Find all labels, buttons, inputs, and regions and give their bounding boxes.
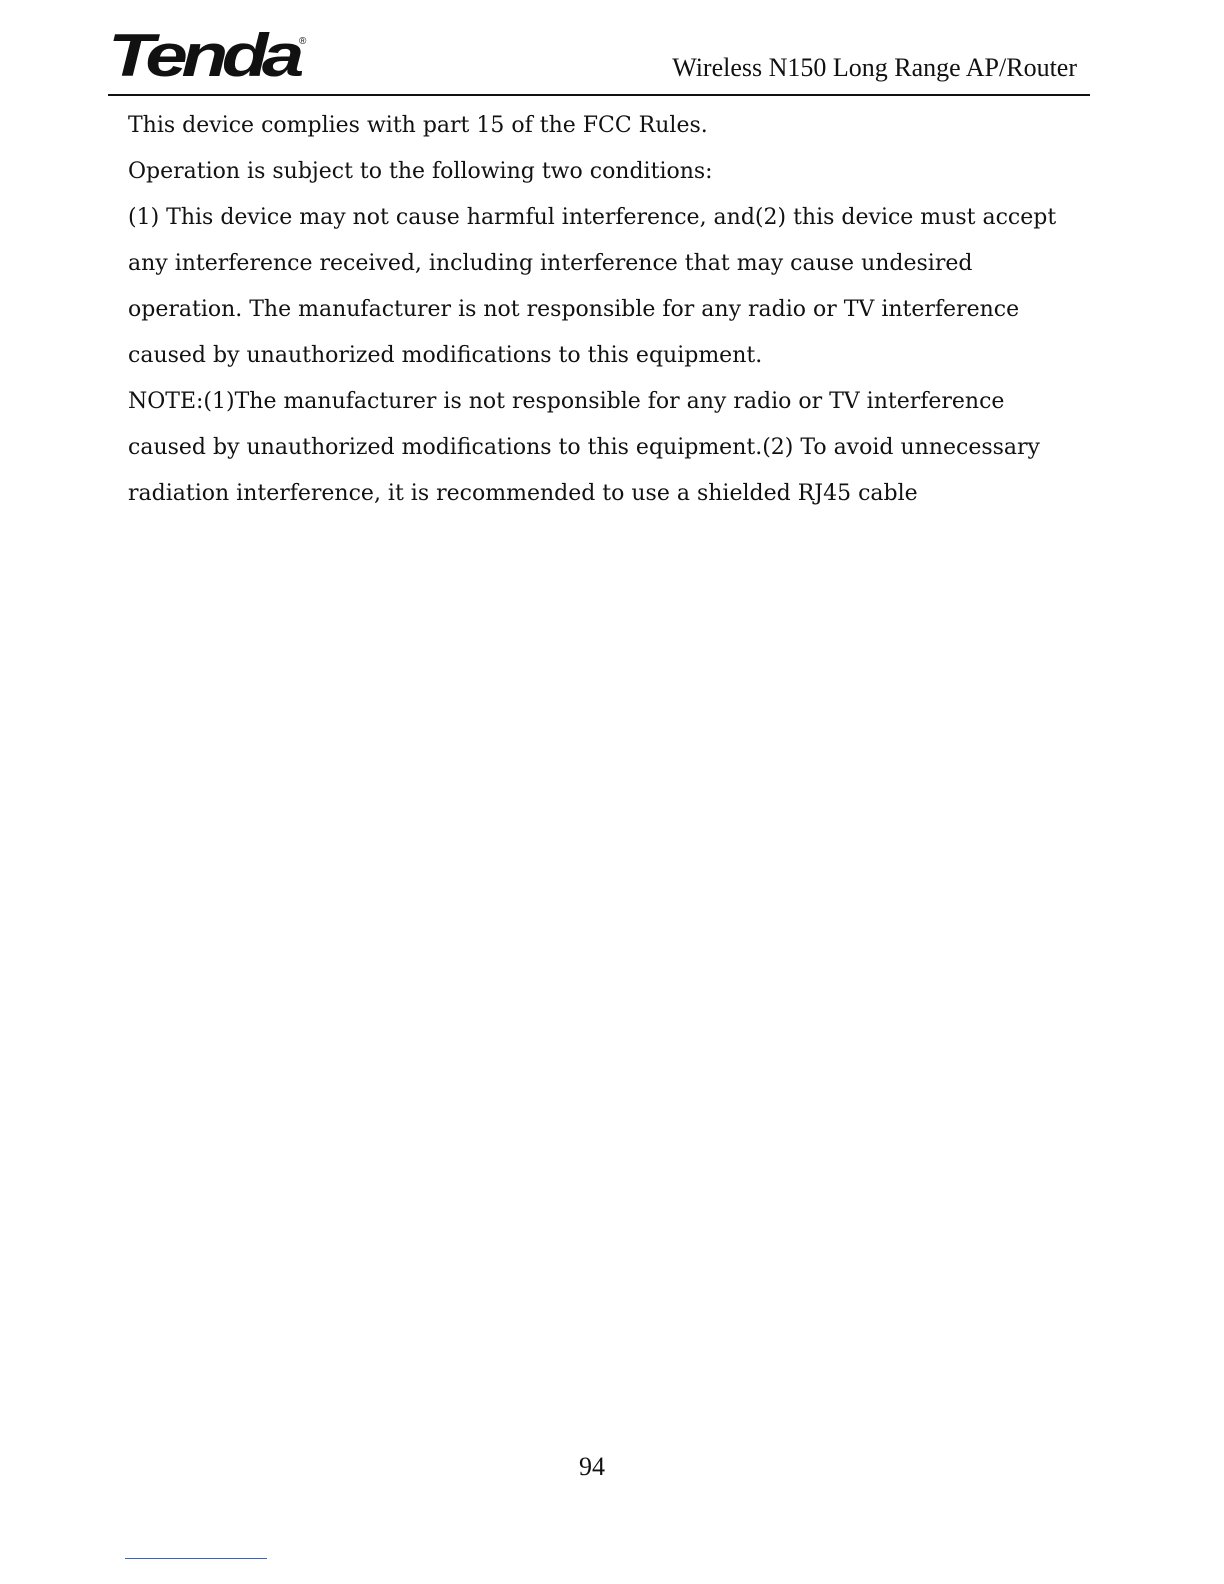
body-line: NOTE:(1)The manufacturer is not responsible for any radio or TV interference xyxy=(128,389,1005,414)
body-text xyxy=(128,103,1068,517)
body-line: caused by unauthorized modifications to this equipment. xyxy=(128,343,763,368)
body-line: Operation is subject to the following two conditions: xyxy=(128,159,713,184)
body-line: any interference received, including interference that may cause undesired xyxy=(128,251,973,276)
body-line: radiation interference, it is recommended to use a shielded RJ45 cable xyxy=(128,481,918,506)
page-number: 94 xyxy=(579,1452,605,1481)
header-divider xyxy=(108,94,1090,96)
footnote-separator xyxy=(125,1558,267,1559)
document-header-title: Wireless N150 Long Range AP/Router xyxy=(672,53,1077,82)
body-line: (1) This device may not cause harmful interference, and(2) this device must accept xyxy=(128,205,1057,230)
logo-wordmark: Tenda xyxy=(108,30,303,80)
tenda-logo xyxy=(108,30,310,80)
body-line: This device complies with part 15 of the FCC Rules. xyxy=(128,113,708,138)
body-line: operation. The manufacturer is not responsible for any radio or TV interference xyxy=(128,297,1020,322)
body-line: caused by unauthorized modifications to this equipment.(2) To avoid unnecessary xyxy=(128,435,1040,460)
registered-mark: ® xyxy=(299,36,307,47)
